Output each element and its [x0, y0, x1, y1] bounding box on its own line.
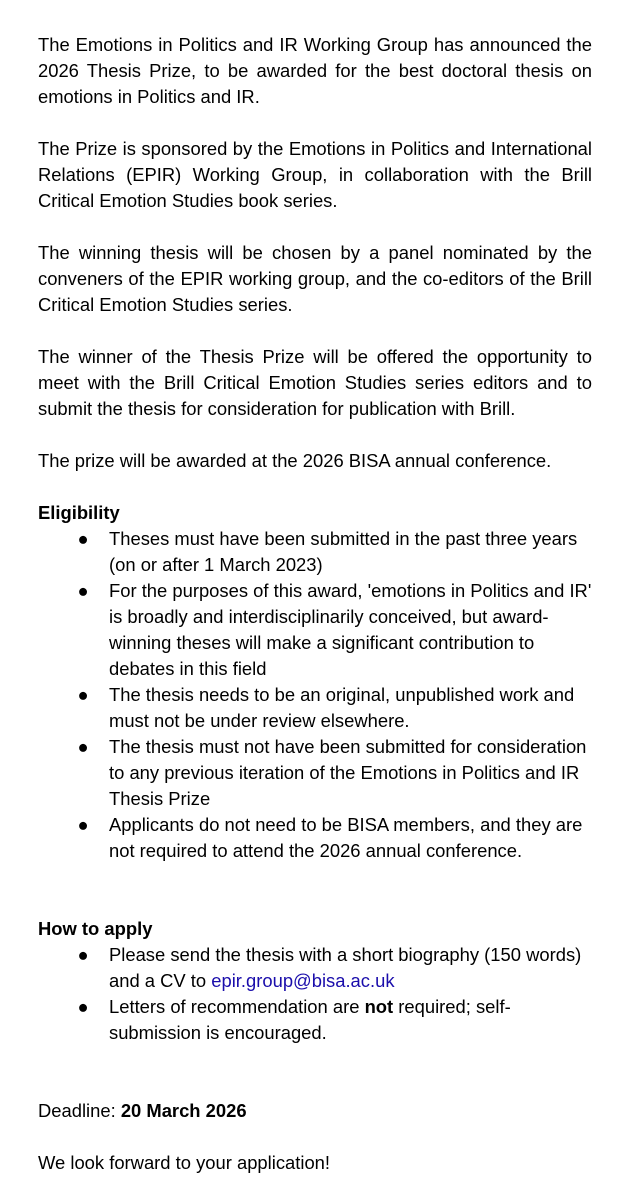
list-item [38, 578, 592, 682]
bullet-icon: ● [77, 814, 89, 835]
list-item [38, 942, 592, 994]
apply-item-emphasis: not [364, 996, 394, 1017]
apply-item-text-post: required; self-submission is encouraged. [109, 996, 511, 1043]
bullet-icon: ● [77, 996, 89, 1017]
deadline-label: Deadline: [38, 1100, 121, 1121]
how-to-apply-heading: How to apply [38, 918, 153, 939]
eligibility-list [38, 526, 592, 864]
intro-paragraph-3: The winning thesis will be chosen by a panel nominated by the conveners of the EPIR working group, and the co-editors of the Brill Critical Emotion Studies series. [38, 242, 592, 315]
how-to-apply-list [38, 942, 592, 1046]
eligibility-item-text: The thesis needs to be an original, unpublished work and must not be under review elsewhere. [109, 684, 575, 731]
eligibility-heading: Eligibility [38, 502, 120, 523]
bullet-icon: ● [77, 736, 89, 757]
bullet-icon: ● [77, 944, 89, 965]
eligibility-item-text: Theses must have been submitted in the past three years (on or after 1 March 2023) [109, 528, 578, 575]
bullet-icon: ● [77, 528, 89, 549]
list-item [38, 682, 592, 734]
list-item [38, 812, 592, 864]
bullet-icon: ● [77, 684, 89, 705]
list-item [38, 734, 592, 812]
email-link[interactable]: epir.group@bisa.ac.uk [211, 970, 395, 991]
bullet-icon: ● [77, 580, 89, 601]
deadline-line [38, 1098, 592, 1124]
eligibility-item-text: Applicants do not need to be BISA members, and they are not required to attend the 2026 annual conference. [109, 814, 583, 861]
apply-item-text: Please send the thesis with a short biography (150 words) and a CV to [109, 944, 582, 991]
eligibility-item-text: The thesis must not have been submitted for consideration to any previous iteration of the Emotions in Politics and IR Thesis Prize [109, 736, 587, 809]
apply-item-text-pre: Letters of recommendation are [109, 996, 365, 1017]
closing-line: We look forward to your application! [38, 1152, 331, 1173]
list-item [38, 526, 592, 578]
intro-paragraph-2: The Prize is sponsored by the Emotions in Politics and International Relations (EPIR) Working Group, in collaboration with the Brill Critical Emotion Studies book series. [38, 138, 592, 211]
intro-paragraph-5: The prize will be awarded at the 2026 BISA annual conference. [38, 450, 552, 471]
eligibility-item-text: For the purposes of this award, 'emotions in Politics and IR' is broadly and interdisciplinarily conceived, but award-winning theses will make a significant contribution to debates in this field [109, 580, 592, 679]
list-item [38, 994, 592, 1046]
deadline-date: 20 March 2026 [120, 1100, 247, 1121]
announcement-document [38, 32, 592, 1176]
intro-paragraph-1: The Emotions in Politics and IR Working Group has announced the 2026 Thesis Prize, to be awarded for the best doctoral thesis on emotions in Politics and IR. [38, 34, 592, 107]
intro-paragraph-4: The winner of the Thesis Prize will be offered the opportunity to meet with the Brill Critical Emotion Studies series editors and to submit the thesis for consideration for publication with Brill. [38, 346, 592, 419]
